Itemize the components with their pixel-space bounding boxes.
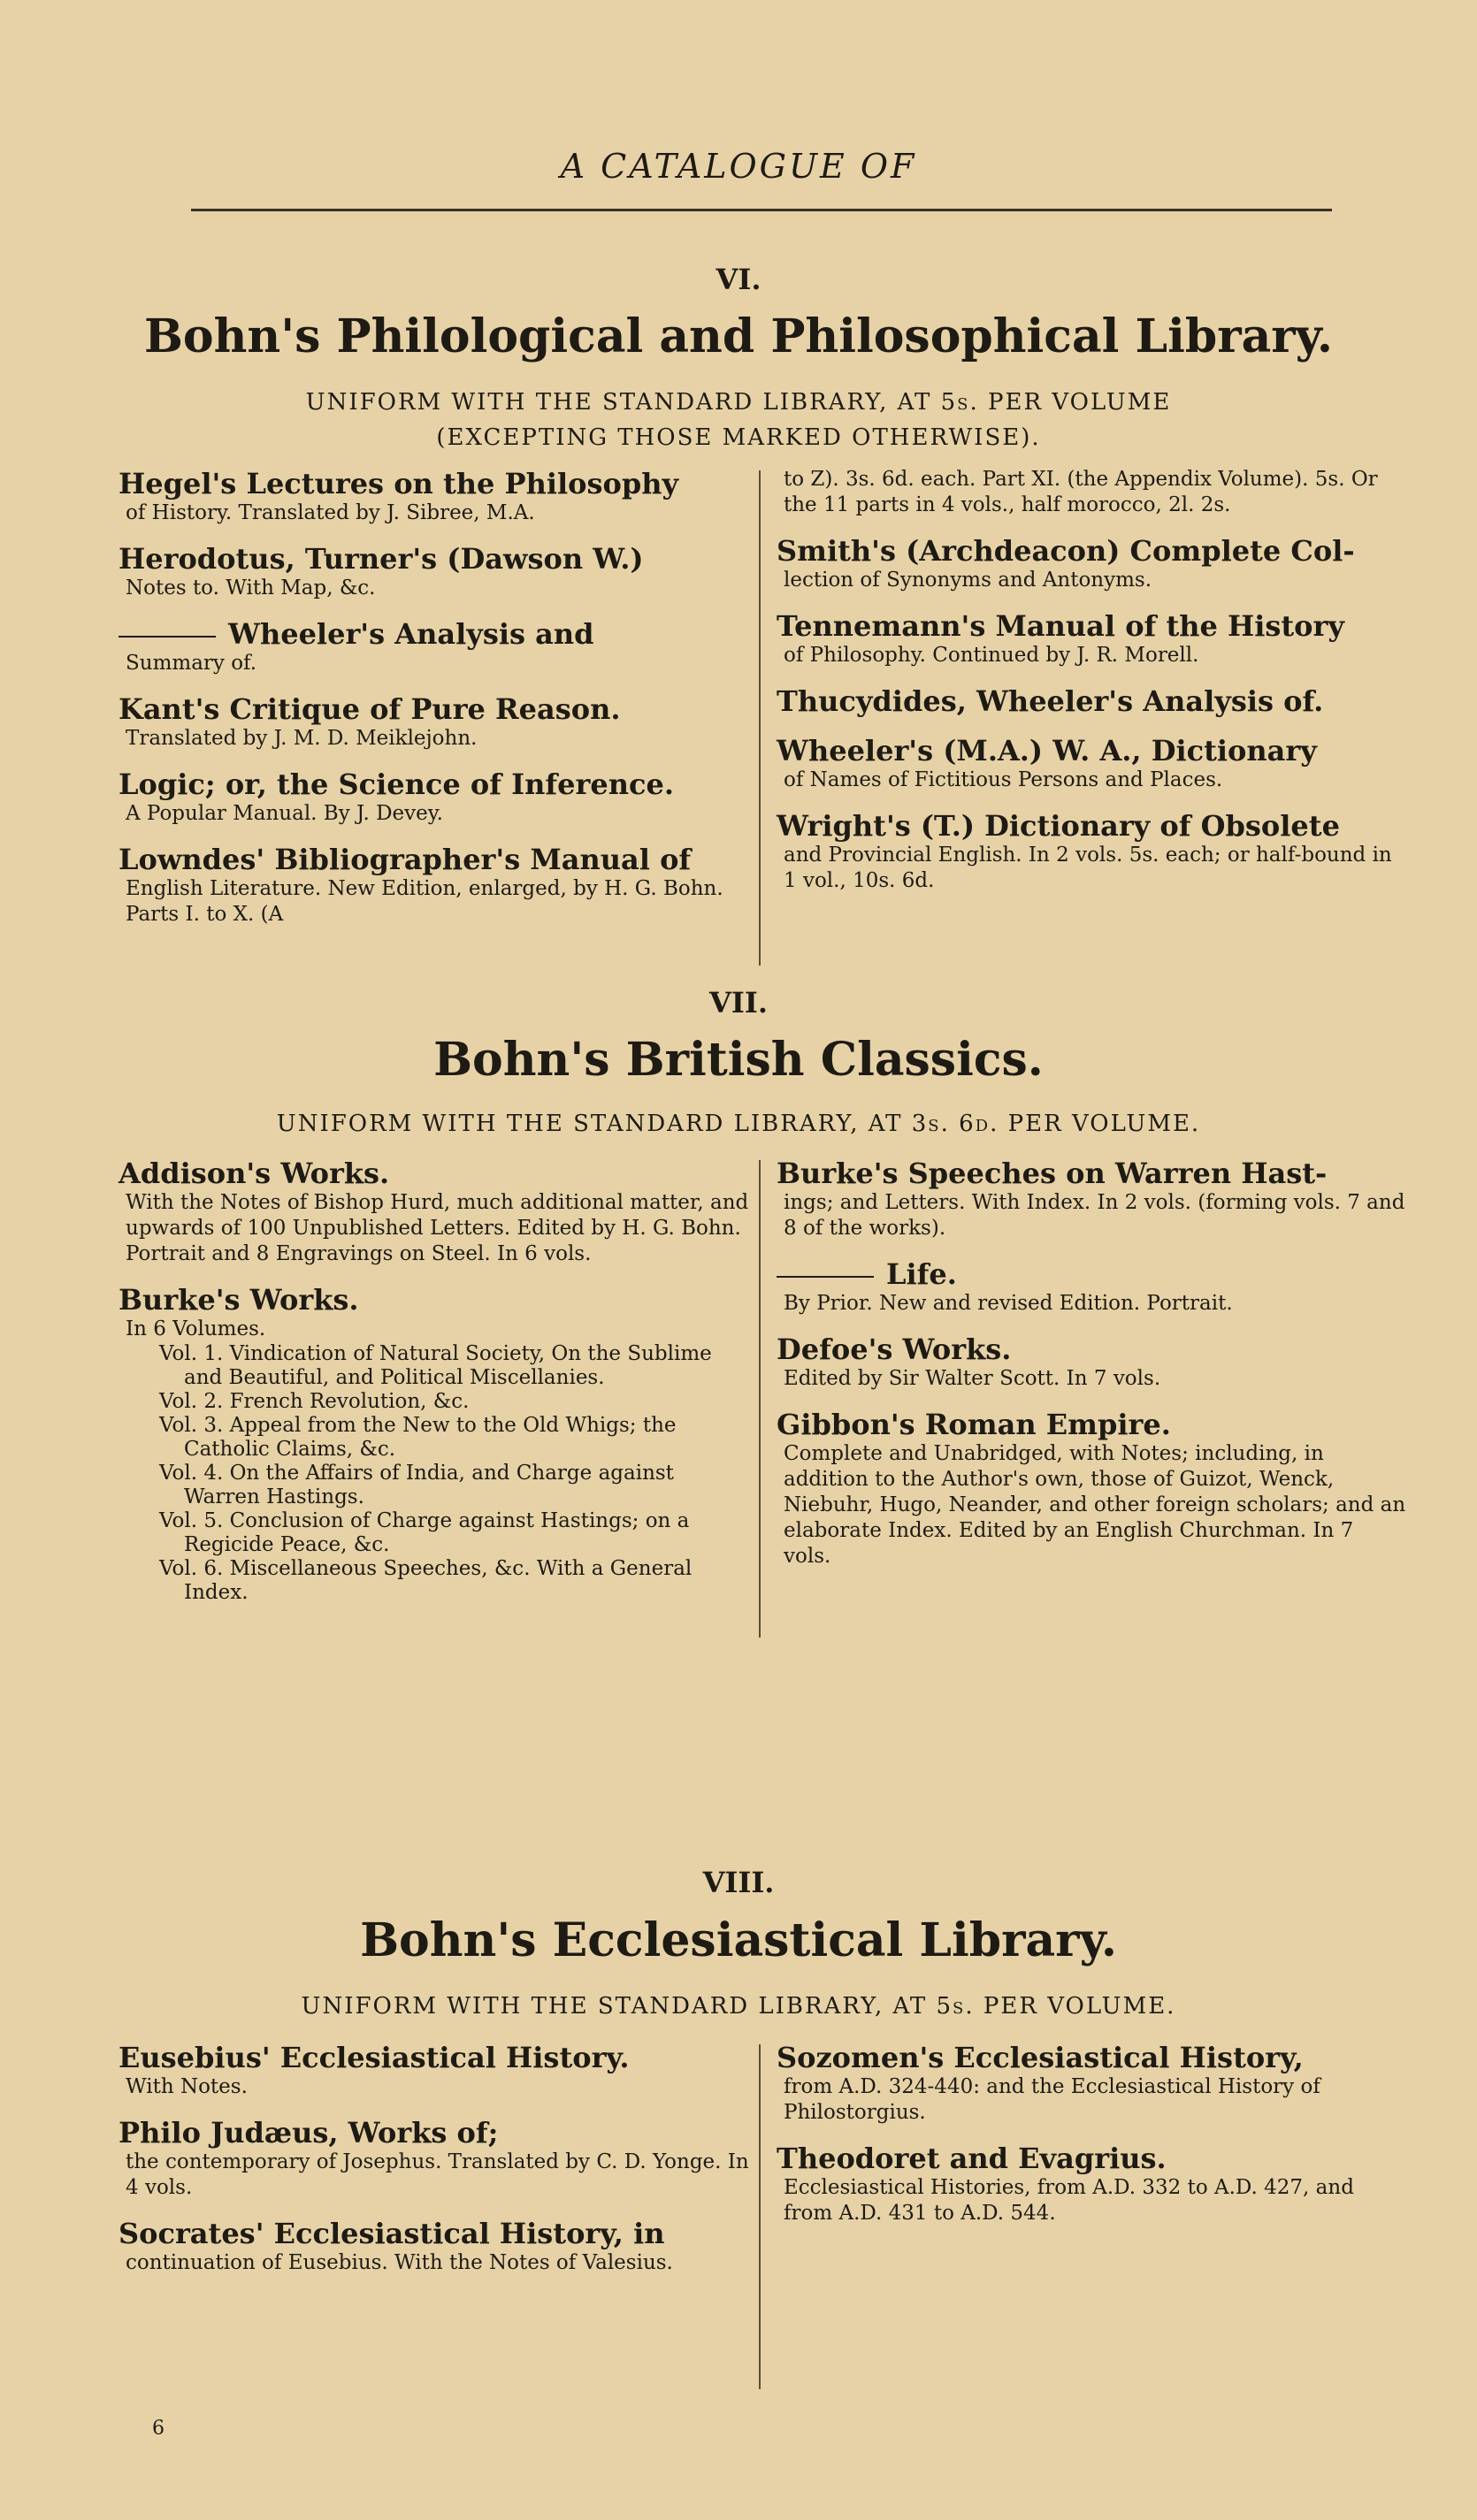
entry-description: of History. Translated by J. Sibree, M.A. xyxy=(126,501,535,524)
entry-description: Edited by Sir Walter Scott. In 7 vols. xyxy=(784,1367,1161,1390)
entry-heading: Gibbon's Roman Empire. xyxy=(777,1408,1171,1441)
entry-description: Ecclesiastical Histories, from A.D. 332 to A.D. 427, and from A.D. 431 to A.D. 544. xyxy=(784,2176,1354,2225)
column-divider xyxy=(759,1160,761,1638)
entry-description: continuation of Eusebius. With the Notes of Valesius. xyxy=(126,2251,673,2274)
entry-description: Complete and Unabridged, with Notes; including, in addition to the Author's own, those of Guizot, Wenck, Niebuhr, Hugo, Neander, and other foreign scholars; and an elaborate Index. Edited by an English Churchman. In 7 vols. xyxy=(784,1442,1406,1568)
entry-heading: Addison's Works. xyxy=(119,1157,390,1190)
volume-line: Vol. 1. Vindication of Natural Society, On the Sublime and Beautiful, and Political Miscellanies. xyxy=(159,1342,712,1389)
entry-heading: Wright's (T.) Dictionary of Obsolete xyxy=(777,809,1340,843)
entry-heading: Burke's Speeches on Warren Hast- xyxy=(777,1157,1328,1190)
entry-heading: Logic; or, the Science of Inference. xyxy=(119,767,674,801)
section-title: Bohn's Philological and Philosophical Library. xyxy=(143,309,1334,363)
section-subtitle: (EXCEPTING THOSE MARKED OTHERWISE). xyxy=(436,424,1041,451)
entry-description: and Provincial English. In 2 vols. 5s. each; or half-bound in 1 vol., 10s. 6d. xyxy=(784,844,1392,892)
catalogue-entry xyxy=(119,2217,750,2276)
volume-line: Vol. 5. Conclusion of Charge against Hastings; on a Regicide Peace, &c. xyxy=(159,1509,690,1556)
column-divider xyxy=(759,470,761,966)
volume-line: Vol. 3. Appeal from the New to the Old Whigs; the Catholic Claims, &c. xyxy=(159,1414,677,1461)
entry-description: English Literature. New Edition, enlarged, by H. G. Bohn. Parts I. to X. (A xyxy=(126,877,723,926)
entry-heading: Tennemann's Manual of the History xyxy=(777,609,1344,643)
section-subtitle: UNIFORM WITH THE STANDARD LIBRARY, AT 3s. 6d. PER VOLUME. xyxy=(276,1111,1201,1137)
entry-description: In 6 Volumes. xyxy=(126,1317,266,1340)
section-subtitle: UNIFORM WITH THE STANDARD LIBRARY, AT 5s. PER VOLUME xyxy=(305,389,1172,416)
catalogue-entry xyxy=(777,734,1406,793)
catalogue-entry xyxy=(119,843,750,928)
entry-heading: Socrates' Ecclesiastical History, in xyxy=(119,2217,665,2250)
entry-heading: Life. xyxy=(886,1257,957,1291)
entry-description: A Popular Manual. By J. Devey. xyxy=(126,802,443,825)
catalogue-entry xyxy=(777,2041,1406,2126)
entry-heading: Wheeler's (M.A.) W. A., Dictionary xyxy=(777,734,1317,767)
entry-description: lection of Synonyms and Antonyms. xyxy=(784,569,1152,592)
entry-heading: Thucydides, Wheeler's Analysis of. xyxy=(777,684,1324,718)
ditto-dash xyxy=(119,636,216,638)
catalogue-entry xyxy=(119,542,750,601)
entry-heading: Philo Judæus, Works of; xyxy=(119,2116,499,2150)
catalogue-entry xyxy=(777,1257,1406,1317)
volume-line: Vol. 2. French Revolution, &c. xyxy=(159,1390,470,1413)
section-number: VII. xyxy=(709,986,768,1019)
right-column xyxy=(777,1157,1406,1585)
catalogue-entry xyxy=(777,809,1406,894)
entry-description: of Names of Fictitious Persons and Places. xyxy=(784,768,1223,791)
entry-heading: Sozomen's Ecclesiastical History, xyxy=(777,2041,1304,2074)
volume-line: Vol. 4. On the Affairs of India, and Charge against Warren Hastings. xyxy=(159,1462,674,1508)
right-column xyxy=(777,467,1406,910)
entry-description: the contemporary of Josephus. Translated by C. D. Yonge. In 4 vols. xyxy=(126,2150,749,2199)
entry-heading: Kant's Critique of Pure Reason. xyxy=(119,692,621,726)
left-column xyxy=(119,2041,750,2292)
entry-description: With Notes. xyxy=(126,2075,248,2098)
entry-heading: Hegel's Lectures on the Philosophy xyxy=(119,467,679,500)
entry-description: Translated by J. M. D. Meiklejohn. xyxy=(126,727,478,750)
right-column xyxy=(777,2041,1406,2242)
catalogue-entry xyxy=(119,1283,750,1605)
header-rule xyxy=(191,209,1332,211)
section-title: Bohn's Ecclesiastical Library. xyxy=(360,1913,1117,1967)
entry-heading: Defoe's Works. xyxy=(777,1333,1012,1366)
volume-line: Vol. 6. Miscellaneous Speeches, &c. With a General Index. xyxy=(159,1557,693,1604)
catalogue-entry xyxy=(777,609,1406,668)
page-number: 6 xyxy=(152,2417,165,2440)
entry-heading: Theodoret and Evagrius. xyxy=(777,2142,1167,2175)
catalogue-entry xyxy=(777,467,1406,518)
catalogue-entry xyxy=(119,467,750,526)
section-title: Bohn's British Classics. xyxy=(433,1033,1044,1087)
running-title: A CATALOGUE OF xyxy=(560,147,917,186)
catalogue-entry xyxy=(119,2116,750,2201)
ditto-dash xyxy=(777,1276,874,1278)
catalogue-entry xyxy=(777,2142,1406,2226)
entry-description: of Philosophy. Continued by J. R. Morell. xyxy=(784,644,1199,667)
catalogue-entry xyxy=(777,1333,1406,1392)
entry-heading: Lowndes' Bibliographer's Manual of xyxy=(119,843,692,876)
entry-description: Summary of. xyxy=(126,652,257,675)
catalogue-entry xyxy=(777,1408,1406,1569)
section-number: VI. xyxy=(716,263,761,296)
catalogue-entry xyxy=(119,767,750,827)
column-divider xyxy=(759,2044,761,2389)
entry-heading: Eusebius' Ecclesiastical History. xyxy=(119,2041,630,2074)
entry-description: By Prior. New and revised Edition. Portrait. xyxy=(784,1292,1233,1315)
catalogue-entry xyxy=(777,1157,1406,1241)
catalogue-entry xyxy=(119,692,750,752)
entry-description: With the Notes of Bishop Hurd, much additional matter, and upwards of 100 Unpublished Letters. Edited by H. G. Bohn. Portrait and 8 Engravings on Steel. In 6 vols. xyxy=(126,1191,749,1265)
entry-heading: Wheeler's Analysis and xyxy=(228,617,594,651)
entry-heading: Burke's Works. xyxy=(119,1283,359,1317)
section-subtitle: UNIFORM WITH THE STANDARD LIBRARY, AT 5s. PER VOLUME. xyxy=(301,1993,1176,2020)
entry-heading: Herodotus, Turner's (Dawson W.) xyxy=(119,542,644,576)
catalogue-entry xyxy=(119,617,750,676)
left-column xyxy=(119,1157,750,1621)
catalogue-entry xyxy=(777,684,1406,718)
section-number: VIII. xyxy=(702,1866,775,1899)
entry-description: Notes to. With Map, &c. xyxy=(126,577,376,599)
catalogue-entry xyxy=(777,534,1406,593)
entry-description: to Z). 3s. 6d. each. Part XI. (the Appendix Volume). 5s. Or the 11 parts in 4 vols., half morocco, 2l. 2s. xyxy=(784,468,1378,516)
left-column xyxy=(119,467,750,943)
entry-heading: Smith's (Archdeacon) Complete Col- xyxy=(777,534,1355,568)
catalogue-entry xyxy=(119,2041,750,2100)
entry-description: from A.D. 324-440: and the Ecclesiastical History of Philostorgius. xyxy=(784,2075,1320,2124)
catalogue-entry xyxy=(119,1157,750,1267)
entry-description: ings; and Letters. With Index. In 2 vols. (forming vols. 7 and 8 of the works). xyxy=(784,1191,1405,1240)
